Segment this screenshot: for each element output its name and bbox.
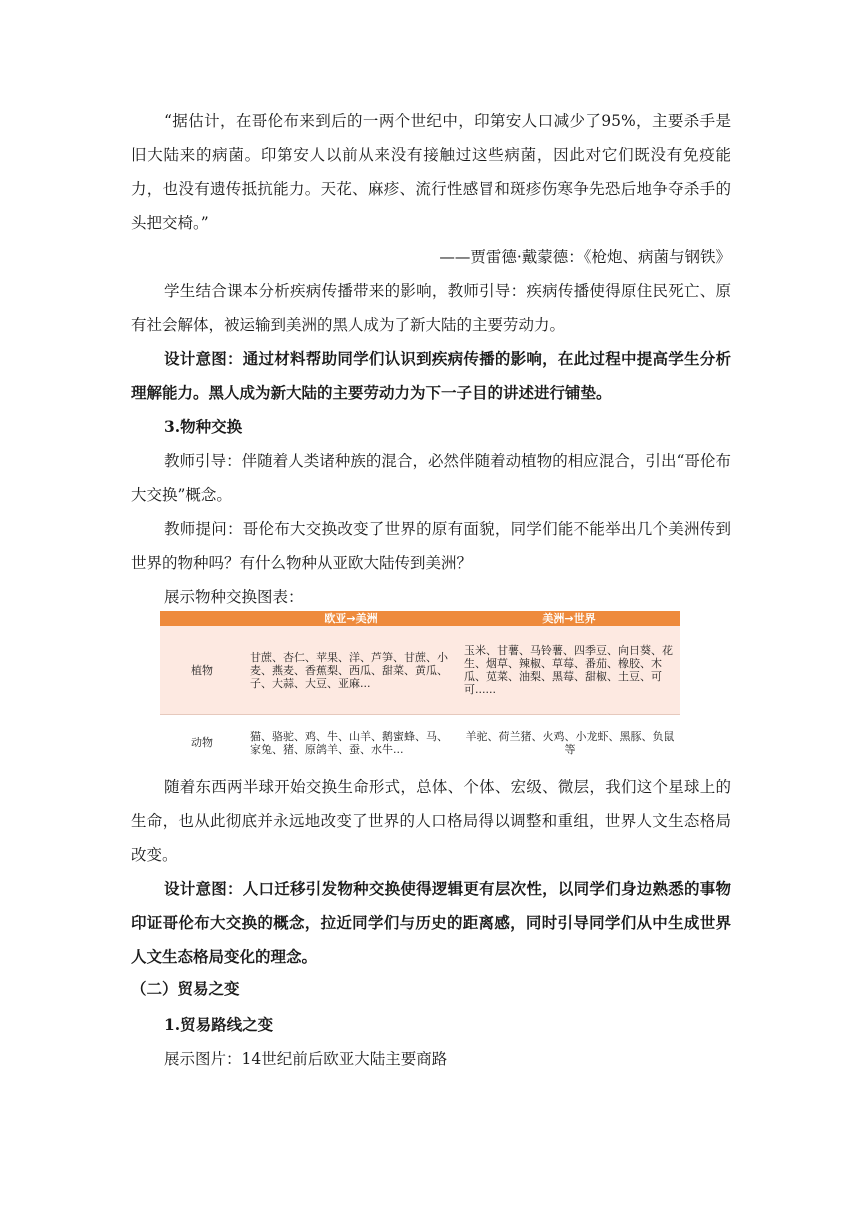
paragraph-disease-impact: 学生结合课本分析疾病传播带来的影响，教师引导：疾病传播使得原住民死亡、原有社会解体，被运输到美洲的黑人成为了新大陆的主要劳动力。: [131, 282, 731, 334]
species-exchange-table: [160, 611, 680, 770]
show-image-line: 展示图片：14世纪前后欧亚大陆主要商路: [164, 1050, 448, 1068]
row-label-plants: 植物: [160, 626, 244, 714]
section-trade-change: （二）贸易之变: [131, 979, 240, 998]
plants-america-to-world: 玉米、甘薯、马铃薯、四季豆、向日葵、花生、烟草、辣椒、草莓、番茄、橡胶、木瓜、苋菜、油梨、黑莓、甜椒、土豆、可可......: [458, 626, 680, 714]
table-row-animals: [160, 715, 680, 770]
show-table-line: 展示物种交换图表：: [164, 588, 304, 606]
heading-trade-route: 1.贸易路线之变: [164, 1015, 274, 1034]
table-header-eurasia-to-america: 欧亚→美洲: [244, 611, 458, 626]
table-header-blank: [160, 611, 244, 626]
design-intent-species: 设计意图：人口迁移引发物种交换使得逻辑更有层次性，以同学们身边熟悉的事物印证哥伦布大交换的概念，拉近同学们与历史的距离感，同时引导同学们从中生成世界人文生态格局变化的理念。: [131, 879, 731, 966]
table-header-row: [160, 611, 680, 626]
paragraph-exchange-effect: 随着东西两半球开始交换生命形式，总体、个体、宏级、微层，我们这个星球上的生命，也从此彻底并永远地改变了世界的人口格局得以调整和重组，世界人文生态格局改变。: [131, 778, 731, 864]
heading-species-exchange: 3.物种交换: [164, 417, 243, 436]
row-label-animals: 动物: [160, 715, 244, 770]
paragraph-teacher-question: 教师提问：哥伦布大交换改变了世界的原有面貌，同学们能不能举出几个美洲传到世界的物种吗？有什么物种从亚欧大陆传到美洲？: [131, 520, 731, 572]
animals-america-to-world: 羊驼、荷兰猪、火鸡、小龙虾、黑豚、负鼠等: [458, 715, 680, 770]
table-row-plants: [160, 626, 680, 714]
design-intent-disease: 设计意图：通过材料帮助同学们认识到疾病传播的影响，在此过程中提高学生分析理解能力。黑人成为新大陆的主要劳动力为下一子目的讲述进行铺垫。: [131, 349, 731, 402]
animals-eurasia-to-america: 猫、骆驼、鸡、牛、山羊、鹅蜜蜂、马、家兔、猪、原鸽羊、蚕、水牛...: [244, 715, 458, 770]
quote-citation: ——贾雷德·戴蒙德：《枪炮、病菌与钢铁》: [439, 248, 731, 266]
paragraph-teacher-guide: 教师引导：伴随着人类诸种族的混合，必然伴随着动植物的相应混合，引出“哥伦布大交换”概念。: [131, 452, 731, 504]
plants-eurasia-to-america: 甘蔗、杏仁、苹果、洋、芦笋、甘蔗、小麦、燕麦、香蕉梨、西瓜、甜菜、黄瓜、子、大蒜、大豆、亚麻...: [244, 626, 458, 714]
quote-paragraph: “据估计，在哥伦布来到后的一两个世纪中，印第安人口减少了95%，主要杀手是旧大陆来的病菌。印第安人以前从来没有接触过这些病菌，因此对它们既没有免疫能力，也没有遗传抵抗能力。天花、麻疹、流行性感冒和斑疹伤寒争先恐后地争夺杀手的头把交椅。”: [131, 112, 731, 232]
table-header-america-to-world: 美洲→世界: [458, 611, 680, 626]
